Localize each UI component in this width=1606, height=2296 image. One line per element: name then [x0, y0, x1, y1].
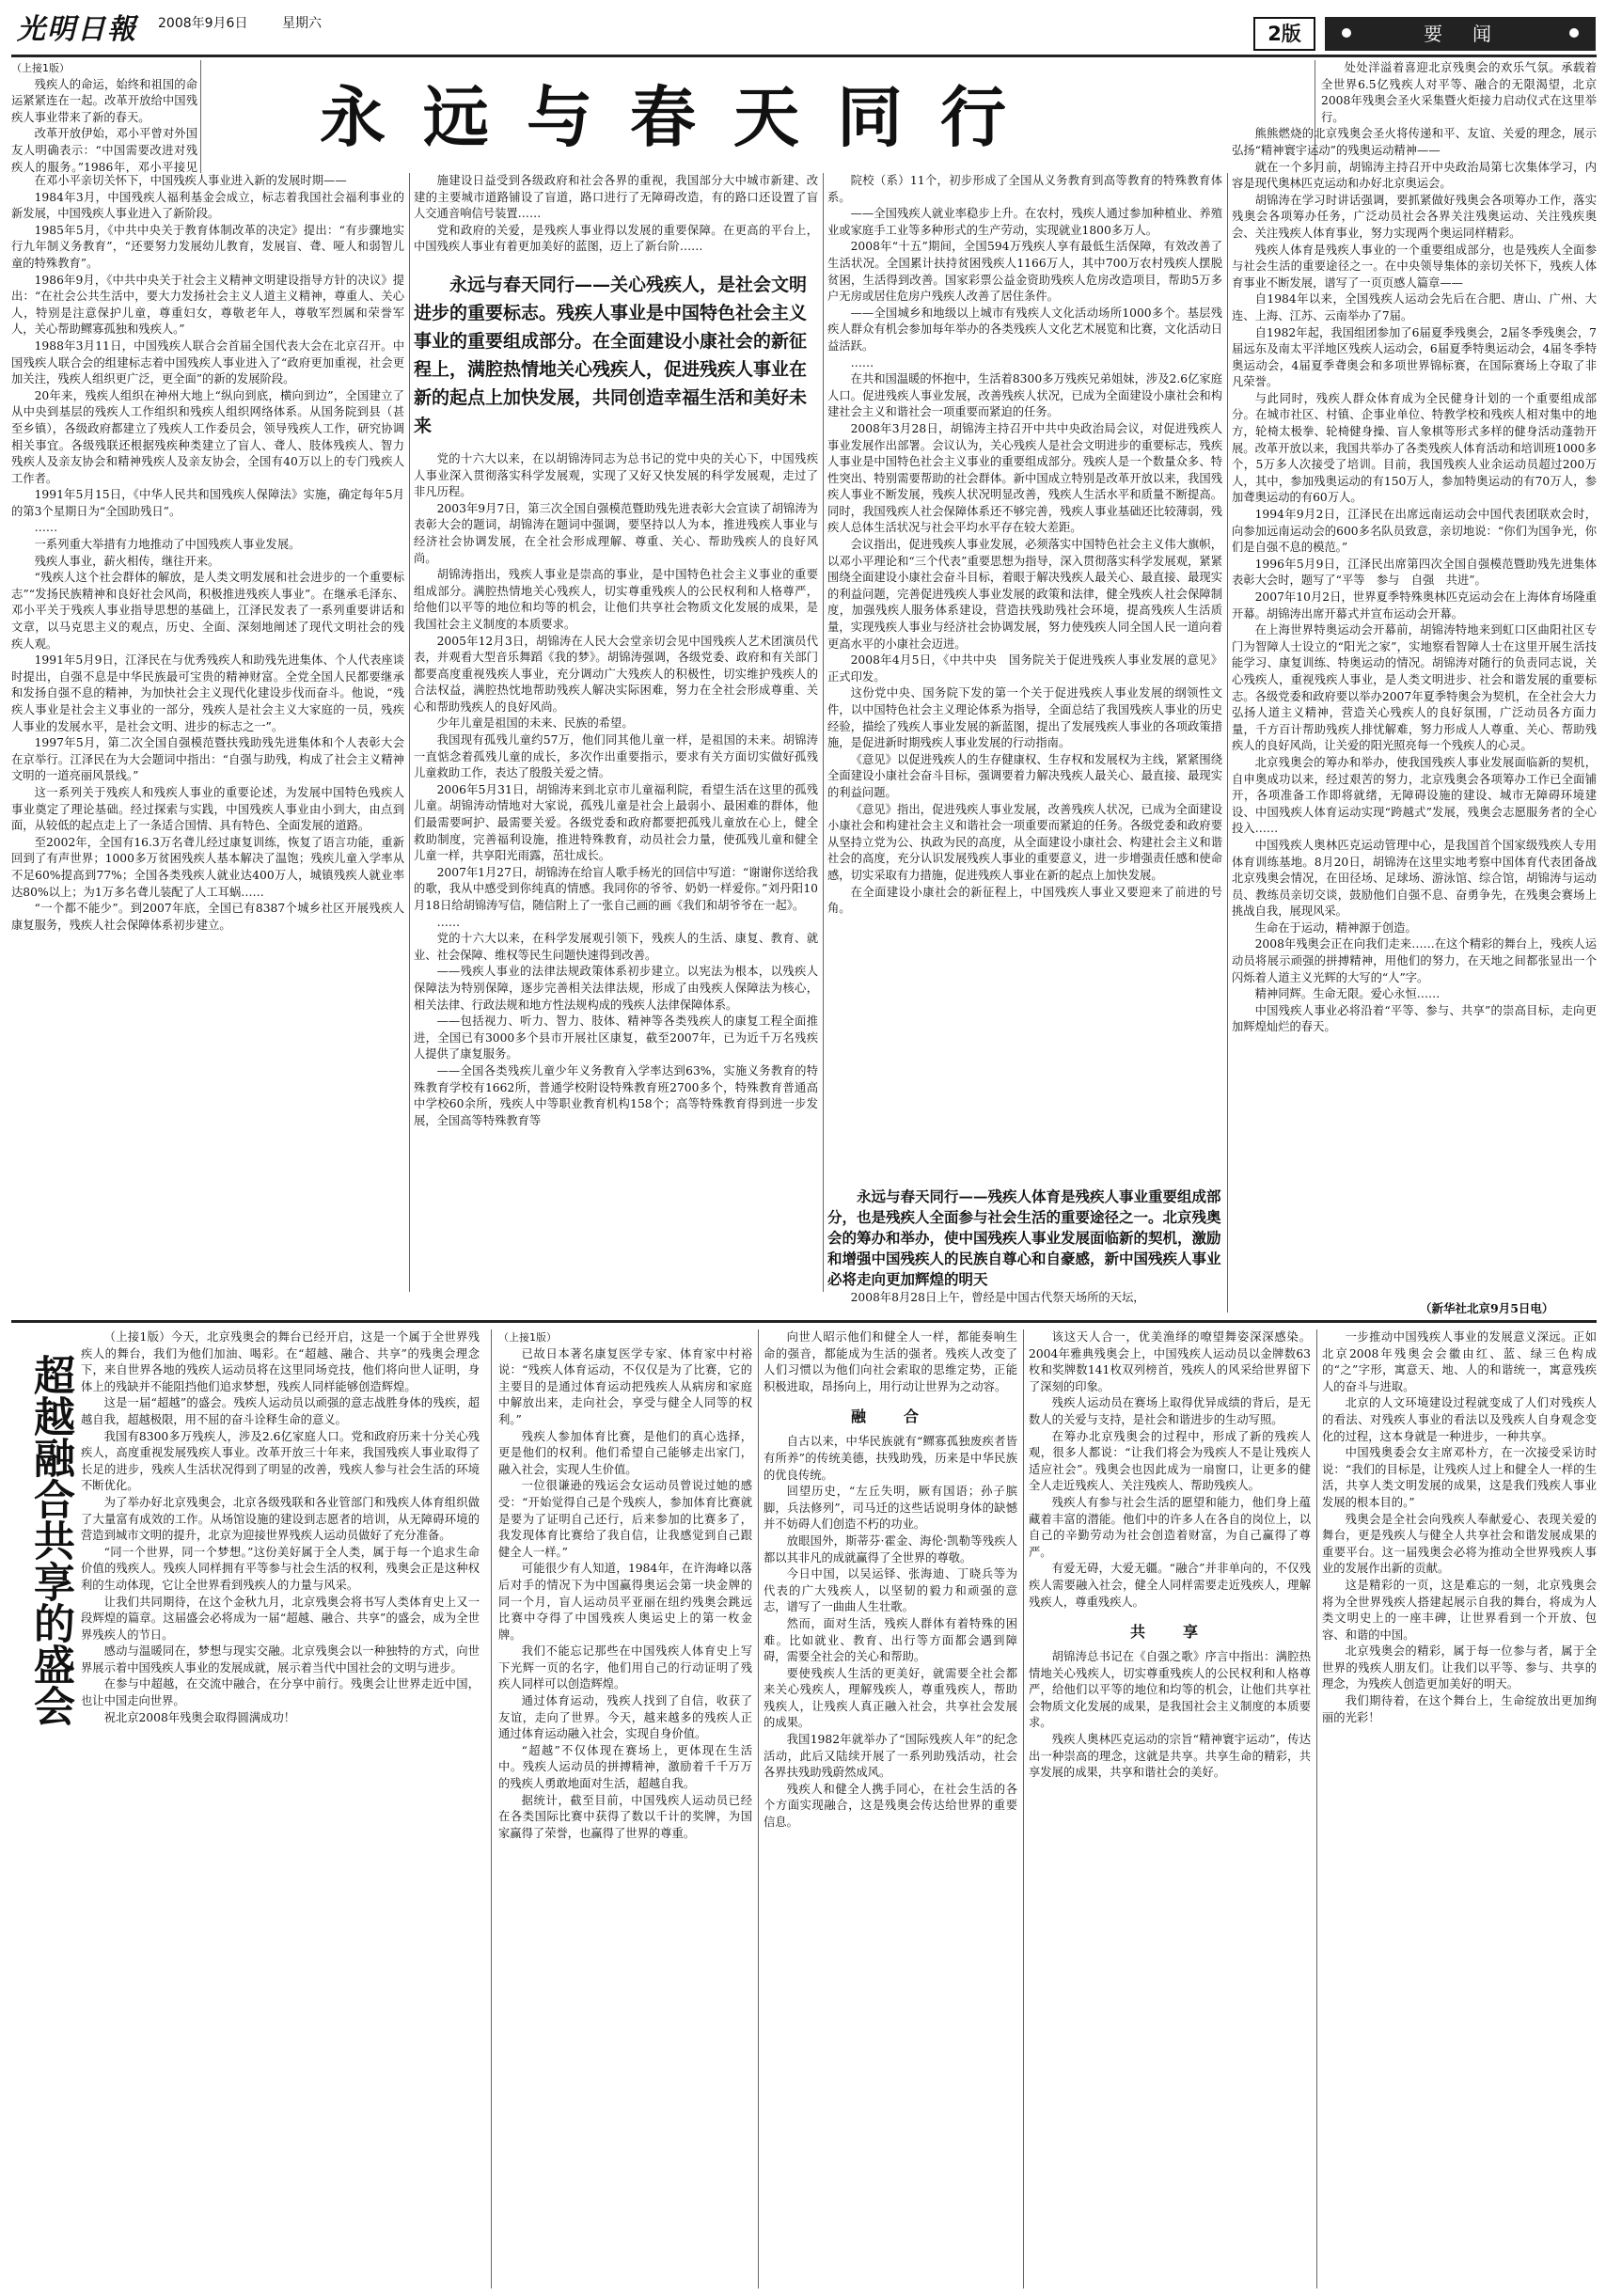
article-separator: [11, 1320, 1597, 1323]
paragraph: 在上海世界特奥运动会开幕前，胡锦涛特地来到虹口区曲阳社区专门为智障人士设立的“阳光之家”，实地察看智障人士在这里开展生活技能学习、康复训练、特奥运动的情况。胡锦涛对随行的负责同志说，关心残疾人，重视残疾人事业，是人类文明进步、社会和谐发展的重要标志。各级党委和政府要以举办2007年夏季特奥会为契机，在全社会大力弘扬人道主义精神，营造关心残疾人的良好氛围，广泛动员各方面力量，千方百计帮助残疾人排忧解难，努力形成人人尊重、关心、帮助残疾人的良好风尚，让关爱的阳光照亮每一个残疾人的心灵。: [1232, 623, 1597, 753]
paragraph: 改革开放伊始，邓小平曾对外国友人明确表示：“中国需要改进对残疾人的服务。”1986年，邓小平接见: [11, 127, 197, 173]
paragraph: ……: [436, 915, 461, 929]
article-column: [498, 1329, 752, 2288]
paragraph: 残疾人体育是残疾人事业的一个重要组成部分，也是残疾人全面参与社会生活的重要途径之一。在中央领导集体的亲切关怀下，残疾人体育事业不断发展，谱写了一页页感人篇章——: [1232, 243, 1597, 290]
paragraph: 自古以来，中华民族就有“鳏寡孤独废疾者皆有所养”的传统美德，扶残助残，历来是中华民族的优良传统。: [764, 1435, 1017, 1482]
paragraph: 1986年9月，《中共中央关于社会主义精神文明建设指导方针的决议》提出：“在社会公共生活中，要大力发扬社会主义人道主义精神，尊重人、关心人，特别是注意保护儿童，尊重妇女，尊敬老年人，尊敬军烈属和荣誉军人，关心帮助鳏寡孤独和残疾人。”: [11, 273, 404, 337]
col-divider: [758, 1329, 759, 2288]
paragraph: 1991年5月15日，《中华人民共和国残疾人保障法》实施，确定每年5月的第3个星期日为“全国助残日”。: [11, 488, 404, 518]
issue-date: 2008年9月6日: [158, 16, 248, 31]
paragraph: 1991年5月9日，江泽民在与优秀残疾人和助残先进集体、个人代表座谈时提出，自强不息是中华民族最可宝贵的精神财富。全党全国人民都要继承和发扬自强不息的精神，为加快社会主义现代化建设步伐而奋斗。他说，“残疾人事业是社会主义事业的一部分，残疾人是社会主义大家庭的一员，残疾人事业的发展水平，是社会文明、进步的标志之一”。: [11, 653, 404, 733]
paragraph: 中国残奥委会女主席邓朴方，在一次接受采访时说：“我们的目标是，让残疾人过上和健全人一样的生活，共享人类文明发展的成果，这是我们残疾人事业发展的根本目的。”: [1322, 1446, 1597, 1509]
paragraph: 回望历史，“左丘失明，厥有国语；孙子膑脚，兵法修列”，司马迁的这些话说明身体的缺憾并不妨碍人们创造不朽的功业。: [764, 1485, 1017, 1532]
article-title: 永远与春天同行: [320, 78, 1044, 156]
paragraph: 让我们共同期待，在这个金秋九月，北京残奥会将书写人类体育史上又一段辉煌的篇章。这届盛会必将成为一届“超越、融合、共享”的盛会，成为全世界残疾人的节日。: [81, 1595, 480, 1642]
col-divider: [823, 173, 824, 1292]
paragraph: 2007年1月27日，胡锦涛在给盲人歌手杨光的回信中写道：“谢谢你送给我的歌，我从中感受到你纯真的情感。我同你的爷爷、奶奶一样爱你。”刘丹阳10月18日给胡锦涛写信，随信附上了一张自己画的画《我们和胡爷爷在一起》。: [414, 865, 818, 912]
paragraph: 在参与中超越，在交流中融合，在分享中前行。残奥会让世界走近中国，也让中国走向世界。: [81, 1677, 480, 1708]
section-label: 要 闻: [1424, 23, 1497, 45]
masthead: [0, 0, 1606, 53]
paragraph: 残疾人奥林匹克运动的宗旨“精神寰宇运动”，传达出一种崇高的理念，这就是共享。共享生命的精彩，共享发展的成果，共享和谐社会的美好。: [1029, 1733, 1311, 1780]
col-divider: [1316, 1329, 1317, 2288]
paragraph: 会议指出，促进残疾人事业发展，必须落实中国特色社会主义伟大旗帜，以邓小平理论和“三个代表”重要思想为指导，深入贯彻落实科学发展观，紧紧围绕全面建设小康社会奋斗目标，着眼于解决残疾人最关心、最直接、最现实的利益问题，完善促进残疾人事业发展的政策和法律，健全残疾人社会保障制度，加强残疾人服务体系建设，营造扶残助残社会环境，提高残疾人生活质量，实现残疾人事业与经济社会协调发展，努力使残疾人同全国人民一道向着更高水平的小康社会迈进。: [827, 538, 1222, 651]
article-title-text: 超越融合共享的盛会: [26, 1354, 74, 1726]
paragraph: 处处洋溢着喜迎北京残奥会的欢乐气氛。承载着全世界6.5亿残疾人对平等、融合的无限渴望，北京2008年残奥会圣火采集暨火炬接力启动仪式在这里举行。: [1321, 61, 1597, 124]
paragraph: 2003年9月7日，第三次全国自强模范暨助残先进表彰大会宣读了胡锦涛为表彰大会的题词，胡锦涛在题词中强调，要坚持以人为本，推进残疾人事业与经济社会协调发展，在全社会形成理解、尊重、关心、帮助残疾人的良好风尚。: [414, 501, 818, 565]
paragraph: 党和政府的关爱，是残疾人事业得以发展的重要保障。在更高的平台上，中国残疾人事业有着更加美好的蓝图，迈上了新台阶……: [414, 223, 818, 254]
lead-box: [827, 1187, 1222, 1290]
paragraph: “残疾人这个社会群体的解放，是人类文明发展和社会进步的一个重要标志”“发扬民族精神和良好社会风尚，积极推进残疾人事业”。在继承毛泽东、邓小平关于残疾人事业指导思想的基础上，江泽民发表了一系列重要讲话和文章，以马克思主义的观点，历史、全面、深刻地阐述了现代文明社会的残疾人观。: [11, 571, 404, 651]
paragraph: 2008年残奥会正在向我们走来……在这个精彩的舞台上，残疾人运动员将展示顽强的拼搏精神，用他们的努力，在天地之间都张显出一个闪烁着人道主义光辉的大写的“人”字。: [1232, 937, 1597, 984]
paragraph: 祝北京2008年残奥会取得圆满成功！: [103, 1710, 296, 1724]
paragraph: 残疾人运动员在赛场上取得优异成绩的背后，是无数人的关爱与支持，是社会和谐进步的生动写照。: [1029, 1396, 1311, 1426]
paragraph: ——包括视力、听力、智力、肢体、精神等各类残疾人的康复工程全面推进，全国已有3000多个县市开展社区康复，截至2007年，已为近千万名残疾人提供了康复服务。: [414, 1014, 818, 1062]
paragraph: 这是一届“超越”的盛会。残疾人运动员以顽强的意志战胜身体的残疾，超越自我，超越极限，用不屈的奋斗诠释生命的意义。: [81, 1396, 480, 1426]
paragraph: 中国残疾人事业必将沿着“平等、参与、共享”的崇高目标，走向更加辉煌灿烂的春天。: [1232, 1003, 1597, 1034]
paragraph: 1997年5月，第二次全国自强模范暨扶残助残先进集体和个人表彰大会在京举行。江泽民在为大会题词中指出：“自强与助残，构成了社会主义精神文明的一道亮丽风景线。”: [11, 736, 404, 783]
paragraph: 在邓小平亲切关怀下，中国残疾人事业进入新的发展时期——: [34, 174, 347, 187]
paragraph: ……: [34, 521, 58, 535]
paragraph: 放眼国外，斯蒂芬·霍金、海伦·凯勒等残疾人都以其非凡的成就赢得了全世界的尊敬。: [764, 1533, 1017, 1565]
paragraph: 这是精彩的一页，这是难忘的一刻，北京残奥会将为全世界残疾人搭建起展示自我的舞台，将成为人类文明史上的一座丰碑，让世界看到一个开放、包容、和谐的中国。: [1322, 1578, 1597, 1642]
paragraph: 这份党中央、国务院下发的第一个关于促进残疾人事业发展的纲领性文件，以中国特色社会主义理论体系为指导，全面总结了我国残疾人事业的历史经验，描绘了残疾人事业发展的新蓝图，提出了发展残疾人事业的各项政策措施，是促进新时期残疾人事业发展的行动指南。: [827, 686, 1222, 750]
paragraph: 胡锦涛在学习时讲话强调，要抓紧做好残奥会各项筹办工作，落实残奥会各项筹办任务，广泛动员社会各界关注残奥运动、关注残疾奥会、关注残疾人体育事业，努力实现两个奥运同样精彩。: [1232, 193, 1597, 240]
paragraph: 可能很少有人知道，1984年，在许海峰以落后对手的情况下为中国赢得奥运会第一块金牌的同一个月，盲人运动员平亚丽在纽约残奥会跳远比赛中夺得了中国残疾人奥运史上的第一枚金牌。: [498, 1562, 752, 1642]
lead-paragraph: 永远与春天同行——关心残疾人，是社会文明进步的重要标志。残疾人事业是中国特色社会主义事业的重要组成部分。在全面建设小康社会的新征程上，满腔热情地关心残疾人，促进残疾人事业在新的起点上加快发展，共同创造幸福生活和美好未来: [414, 274, 808, 436]
bullet-left-icon: [1342, 28, 1351, 38]
section-heading: 共 享: [1129, 1623, 1209, 1642]
paragraph: 就在一个多月前，胡锦涛主持召开中央政治局第七次集体学习，内容是现代奥林匹克运动和办好北京奥运会。: [1232, 160, 1597, 191]
continuation-mark: （上接1版）: [103, 1330, 171, 1344]
paragraph: 胡锦涛指出，残疾人事业是崇高的事业，是中国特色社会主义事业的重要组成部分。满腔热情地关心残疾人，切实尊重残疾人的公民权利和人格尊严，给他们以平等的地位和均等的机会，让他们共享社会物质文化发展的成果，是我国社会主义制度的本质要求。: [414, 568, 818, 631]
section-heading: 融 合: [850, 1407, 930, 1426]
col-divider: [1023, 1329, 1024, 2288]
paragraph: 2007年10月2日，世界夏季特殊奥林匹克运动会在上海体育场隆重开幕。胡锦涛出席开幕式并宣布运动会开幕。: [1232, 590, 1597, 621]
paragraph: 已故日本著名康复医学专家、体育家中村裕说：“残疾人体育运动，不仅仅是为了比赛，它的主要目的是通过体育运动把残疾人从病房和家庭中解放出来，走向社会，享受与健全人同等的权利。”: [498, 1346, 752, 1426]
paragraph: 残疾人事业，薪火相传，继往开来。: [34, 554, 220, 568]
paragraph: ——全国各类残疾儿童少年义务教育入学率达到63%，实施义务教育的特殊教育学校有1662所，普通学校附设特殊教育班2700多个，特殊教育普通高中学校60余所，残疾人中等职业教育机构158个；高等特殊教育得到进一步发展，全国高等特殊教育等: [414, 1063, 818, 1127]
masthead-rule: [11, 55, 1597, 57]
paragraph: 2008年“十五”期间，全国594万残疾人享有最低生活保障，有效改善了生活状况。全国累计扶持贫困残疾人1166万人，其中700万农村残疾人摆脱贫困，生活得到改善。国家彩票公益金资助残疾人危房改造项目，帮助5万多户无房或居住危房户残疾人改善了居住条件。: [827, 240, 1222, 304]
article-column: [414, 173, 818, 1292]
paragraph: 一位很谦逊的残运会女运动员曾说过她的感受：“开始觉得自己是个残疾人，参加体育比赛就是要为了证明自己还行，后来参加的比赛多了，我发现体育比赛给了我自信，让我感觉到自己跟健全人一样。”: [498, 1479, 752, 1559]
paragraph: 1994年9月2日，江泽民在出席远南运动会中国代表团联欢会时，向参加远南运动会的600多名队员致意，亲切地说：“你们为国争光，你们是自强不息的模范。”: [1232, 508, 1597, 555]
paragraph: 我国现有孤残儿童约57万，他们同其他儿童一样，是祖国的未来。胡锦涛一直惦念着孤残儿童的成长，多次作出重要指示，要求有关方面切实做好孤残儿童救助工作，表达了殷殷关爱之情。: [414, 733, 818, 780]
paragraph: 据统计，截至目前，中国残疾人运动员已经在各类国际比赛中获得了数以千计的奖牌，为国家赢得了荣誉，也赢得了世界的尊重。: [498, 1793, 752, 1840]
paragraph: 北京残奥会的筹办和举办，使我国残疾人事业发展面临新的契机，自申奥成功以来，经过艰苦的努力，北京残奥会各项筹办工作已全面铺开，各项准备工作即将就绪，无障碍设施的建设、城市无障碍环境建设、中国残疾人体育运动实现“跨越式”发展，残奥会志愿服务者的全心投入……: [1232, 755, 1597, 836]
paragraph: 党的十六大以来，在以胡锦涛同志为总书记的党中央的关心下，中国残疾人事业深入贯彻落实科学发展观，实现了又好又快发展的科学发展观，走过了非凡历程。: [414, 451, 818, 499]
paragraph: 中国残疾人奥林匹克运动管理中心，是我国首个国家级残疾人专用体育训练基地。8月20日，胡锦涛在这里实地考察中国体育代表团备战北京残奥会情况，在田径场、足球场、游泳馆、综合馆，胡锦涛与运动员、教练员亲切交谈，鼓励他们自强不息、奋勇争先，在残奥会赛场上挑战自我，展现风采。: [1232, 838, 1597, 919]
paragraph: [81, 1329, 480, 1395]
paragraph: 至2002年，全国有16.3万名聋儿经过康复训练，恢复了语言功能，重新回到了有声世界；1000多万贫困残疾人基本解决了温饱；残疾儿童入学率从不足60%提高到77%；全国各类残疾人就业达400万人，城镇残疾人就业率达80%以上；为1万多名聋儿装配了人工耳蜗……: [11, 835, 404, 899]
issue-weekday: 星期六: [282, 16, 322, 31]
paragraph: 然而，面对生活，残疾人群体有着特殊的困难。比如就业、教育、出行等方面都会遇到障碍，需要全社会的关心和帮助。: [764, 1616, 1017, 1664]
paragraph: 20年来，残疾人组织在神州大地上“纵向到底，横向到边”，全国建立了从中央到基层的残疾人工作组织和残疾人组织网络体系。从国务院到县（甚至乡镇），各级政府都建立了残疾人工作委员会，领导残疾人工作，研究协调相关事宜。各级残联还根据残疾种类建立了盲人、聋人、肢体残疾人、智力残疾人及亲友协会和精神残疾人及亲友协会，全国有40万以上的专门残疾人工作者。: [11, 388, 404, 485]
paragraph: 残疾人的命运，始终和祖国的命运紧紧连在一起。改革开放给中国残疾人事业带来了新的春天。: [11, 77, 197, 124]
paragraph: 1988年3月11日，中国残疾人联合会首届全国代表大会在北京召开。中国残疾人联合会的组建标志着中国残疾人事业进入了“政府更加重视，社会更加关注，残疾人组织更广泛，更全面”的新的发展阶段。: [11, 338, 404, 386]
paragraph: 生命在于运动，精神源于创造。: [1254, 920, 1417, 935]
paragraph: 在筹办北京残奥会的过程中，形成了新的残疾人观，很多人都说：“让我们将会为残疾人不是让残疾人适应社会”。残奥会也因此成为一扇窗口，让更多的健全人走近残疾人、关注残疾人、帮助残疾人。: [1029, 1429, 1311, 1493]
paragraph: 2005年12月3日，胡锦涛在人民大会堂亲切会见中国残疾人艺术团演员代表，并观看大型音乐舞蹈《我的梦》。胡锦涛强调，各级党委、政府和有关部门都要高度重视残疾人事业，充分调动广大残疾人的积极性，切实维护残疾人的合法权益，满腔热忱地帮助残疾人解决实际困难，努力在全社会形成尊重、关心和帮助残疾人的良好风尚。: [414, 634, 818, 714]
paragraph: 有爱无碍，大爱无疆。“融合”并非单向的，不仅残疾人需要融入社会，健全人同样需要走近残疾人，理解残疾人，尊重残疾人。: [1029, 1562, 1311, 1609]
paragraph: 通过体育运动，残疾人找到了自信，收获了友谊，走向了世界。今天，越来越多的残疾人正通过体育运动融入社会，实现自身价值。: [498, 1694, 752, 1741]
paragraph: 党的十六大以来，在科学发展观引领下，残疾人的生活、康复、教育、就业、社会保障、维权等民生问题快速得到改善。: [414, 932, 818, 962]
paragraph: 今日中国，以吴运铎、张海迪、丁晓兵等为代表的广大残疾人，以坚韧的毅力和顽强的意志，谱写了一曲曲人生壮歌。: [764, 1567, 1017, 1614]
col-divider: [491, 1329, 492, 2288]
paragraph: 《意见》指出，促进残疾人事业发展，改善残疾人状况，已成为全面建设小康社会和构建社会主义和谐社会一项重要而紧迫的任务。各级党委和政府要从坚持立党为公、执政为民的高度，从全面建设小康社会、构建社会主义和谐社会的高度，充分认识发展残疾人事业的重要意义，进一步增强责任感和使命感，切实采取有力措施，促进残疾人事业在新的起点上加快发展。: [827, 802, 1222, 882]
article-column: [11, 60, 197, 173]
article-column: [1232, 60, 1597, 1297]
article-credit: （新华社北京9月5日电）: [1420, 1301, 1554, 1315]
paragraph: 我国有8300多万残疾人，涉及2.6亿家庭人口。党和政府历来十分关心残疾人，高度重视发展残疾人事业。改革开放三十年来，我国残疾人事业取得了长足的进步，残疾人生活状况得到了明显的改善，残疾人参与社会生活的环境不断优化。: [81, 1429, 480, 1493]
paragraph: 2008年8月28日上午，曾经是中国古代祭天场所的天坛，: [850, 1291, 1145, 1304]
paragraph: “同一个世界，同一个梦想。”这份美好属于全人类，属于每一个追求生命价值的残疾人。残疾人同样拥有平等参与社会生活的权利，残奥会正是这种权利的生动体现，它让全世界看到残疾人的力量与风采。: [81, 1545, 480, 1592]
continuation-mark: （上接1版）: [11, 62, 70, 74]
article-column: [827, 1290, 1222, 1313]
paragraph: 熊熊燃烧的北京残奥会圣火将传递和平、友谊、关爱的理念，展示弘扬“精神寰宇运动”的残奥运动精神——: [1232, 127, 1597, 157]
paragraph: “超越”不仅体现在赛场上，更体现在生活中。残疾人运动员的拼搏精神，激励着千千万万的残疾人勇敢地面对生活，超越自我。: [498, 1743, 752, 1791]
section-box: [1325, 17, 1596, 51]
paragraph: ——全国残疾人就业率稳步上升。在农村，残疾人通过参加种植业、养殖业或家庭手工业等多种形式的生产劳动，实现就业1800多万人。: [827, 207, 1222, 237]
bullet-right-icon: [1569, 28, 1579, 38]
article-title: [19, 1354, 75, 1918]
paragraph: 2006年5月31日，胡锦涛来到北京市儿童福利院，看望生活在这里的孤残儿童。胡锦涛动情地对大家说，孤残儿童是社会上最弱小、最困难的群体，他们最需要呵护、最需要关爱。各级党委和政府都要把孤残儿童放在心上，健全救助制度，完善福利设施，推进特殊教育，动员社会力量，使孤残儿童和健全儿童一样，共享阳光雨露，茁壮成长。: [414, 782, 818, 863]
article-column: [764, 1329, 1017, 2288]
article-column: [827, 173, 1222, 1292]
paragraph: 北京的人文环境建设过程就变成了人们对残疾人的看法、对残疾人事业的看法以及残疾人自身观念变化的过程，这本身就是一种进步，一种共享。: [1322, 1396, 1597, 1443]
paragraph: 2008年3月28日，胡锦涛主持召开中共中央政治局会议，对促进残疾人事业发展作出部署。会议认为，关心残疾人是社会文明进步的重要标志，残疾人事业是中国特色社会主义事业的重要组成部分。残疾人是一个数量众多、特性突出、特别需要帮助的社会群体。新中国成立特别是改革开放以来，我国残疾人事业不断发展，残疾人状况明显改善，残疾人生活水平和质量不断提高。同时，我国残疾人社会保障体系还不够完善，残疾人事业基础还比较薄弱，残疾人总体生活状况与社会平均水平存在较大差距。: [827, 421, 1222, 535]
paragraph: ——残疾人事业的法律法规政策体系初步建立。以宪法为根本，以残疾人保障法为特别保障，逐步完善相关法律法规，形成了由残疾人保障法为核心，相关法律、行政法规和地方性法规构成的残疾人法律保障体系。: [414, 965, 818, 1012]
paragraph: 残疾人参加体育比赛，是他们的真心选择，更是他们的权利。他们希望自己能够走出家门，融入社会，实现人生价值。: [498, 1429, 752, 1476]
article-column: [1029, 1329, 1311, 2288]
paragraph: ——全国城乡和地级以上城市有残疾人文化活动场所1000多个。基层残疾人群众有机会参加每年举办的各类残疾人文化艺术展览和比赛，文化活动日益活跃。: [827, 306, 1222, 353]
col-divider: [1227, 173, 1228, 1313]
paragraph: 残疾人有参与社会生活的愿望和能力，他们身上蕴藏着丰富的潜能。他们中的许多人在各自的岗位上，以自己的辛勤劳动为社会创造着财富，为自己赢得了尊严。: [1029, 1495, 1311, 1559]
paragraph: 残奥会是全社会向残疾人奉献爱心、表现关爱的舞台，更是残疾人与健全人共享社会和谐发展成果的重要平台。这一届残奥会必将为推动全世界残疾人事业的发展作出新的贡献。: [1322, 1512, 1597, 1576]
paragraph: 1985年5月，《中共中央关于教育体制改革的决定》提出：“有步骤地实行九年制义务教育”，“还要努力发展幼儿教育，发展盲、聋、哑人和弱智儿童的特殊教育”。: [11, 223, 404, 270]
paragraph: 我们不能忘记那些在中国残疾人体育史上写下光辉一页的名字，他们用自己的行动证明了残疾人同样可以创造辉煌。: [498, 1644, 752, 1691]
paragraph: 院校（系）11个，初步形成了全国从义务教育到高等教育的特殊教育体系。: [827, 174, 1222, 204]
paragraph: 在全面建设小康社会的新征程上，中国残疾人事业又要迎来了前进的号角。: [827, 885, 1222, 916]
paragraph: 该这天人合一，优美渔绎的嘹望舞姿深深感染。2004年雅典残奥会上，中国残疾人运动员以金牌数63枚和奖牌数141枚双列榜首，残疾人的风采给世界留下了深刻的印象。: [1029, 1330, 1311, 1393]
paragraph-text: 今天，北京残奥会的舞台已经开启，这是一个属于全世界残疾人的舞台，我们为他们加油、喝彩。在“超越、融合、共享”的残奥会理念下，来自世界各地的残疾人运动员将在这里同场竞技，他们将向世人证明，身体上的残缺并不能阻挡他们追求梦想，残疾人同样能够创造辉煌。: [81, 1330, 480, 1393]
paragraph: 自1982年起，我国组团参加了6届夏季残奥会，2届冬季残奥会，7届远东及南太平洋地区残疾人运动会，6届夏季特奥运动会，4届冬季特奥运动会，4届夏季聋奥会和多项世界锦标赛，在国际赛场上夺取了非凡荣誉。: [1232, 325, 1597, 389]
paragraph: 《意见》以促进残疾人的生存健康权、生存权和发展权为主线，紧紧围绕全面建设小康社会奋斗目标，强调要着力解决残疾人最关心、最直接、最现实的利益问题。: [827, 752, 1222, 799]
article-column: [11, 173, 404, 1292]
lead-paragraph: 永远与春天同行——残疾人体育是残疾人事业重要组成部分，也是残疾人全面参与社会生活的重要途径之一。北京残奥会的筹办和举办，使中国残疾人事业发展面临新的契机，激励和增强中国残疾人的民族自尊心和自豪感，新中国残疾人事业必将走向更加辉煌的明天: [827, 1187, 1221, 1288]
paragraph: 这一系列关于残疾人和残疾人事业的重要论述，为发展中国特色残疾人事业奠定了理论基础。经过探索与实践，中国残疾人事业由小到大，由点到面，从较低的起点走上了一条适合国情、具有特色、全面发展的道路。: [11, 785, 404, 833]
paragraph: 在共和国温暖的怀抱中，生活着8300多万残疾兄弟姐妹，涉及2.6亿家庭人口。促进残疾人事业发展，改善残疾人状况，已成为全面建设小康社会和构建社会主义和谐社会一项重要而紧迫的任务。: [827, 372, 1222, 419]
paragraph: 胡锦涛总书记在《自强之歌》序言中指出：满腔热情地关心残疾人，切实尊重残疾人的公民权利和人格尊严，给他们以平等的地位和均等的机会，让他们共享社会物质文化发展的成果，是我国社会主义制度的本质要求。: [1029, 1650, 1311, 1730]
paragraph: 要使残疾人生活的更美好，就需要全社会都来关心残疾人，理解残疾人，尊重残疾人，帮助残疾人，让残疾人真正融入社会，共享社会发展的成果。: [764, 1666, 1017, 1730]
continuation-mark: （上接1版）: [498, 1331, 557, 1344]
paragraph: 我国1982年就举办了“国际残疾人年”的纪念活动，此后又陆续开展了一系列助残活动，社会各界扶残助残蔚然成风。: [764, 1733, 1017, 1780]
paragraph: 施建设日益受到各级政府和社会各界的重视，我国部分大中城市新建、改建的主要城市道路铺设了盲道，路口进行了无障碍改造，有的路口还设置了盲人交通音响信号装置……: [414, 174, 818, 221]
paragraph: 我们期待着，在这个舞台上，生命绽放出更加绚丽的光彩！: [1322, 1694, 1597, 1724]
paragraph: 一系列重大举措有力地推动了中国残疾人事业发展。: [34, 538, 301, 552]
article-column: [81, 1329, 480, 2288]
paragraph: 向世人昭示他们和健全人一样，都能奏响生命的强音，都能成为生活的强者。残疾人改变了人们习惯以为他们向社会索取的思维定势，正能积极进取，昂扬向上，用行动让世界为之动容。: [764, 1330, 1017, 1393]
paragraph: 少年儿童是祖国的未来、民族的希望。: [436, 716, 634, 731]
page-number: 2版: [1267, 23, 1301, 45]
paragraph: 与此同时，残疾人群众体育成为全民健身计划的一个重要组成部分。在城市社区、村镇、企事业单位、特教学校和残疾人相对集中的地方，轮椅太极拳、轮椅健身操、盲人象棋等形式多样的健身活动蓬勃开展。改革开放以来，我国共举办了各类残疾人体育活动和培训班1000多个，5万多人次接受了培训。目前，我国残疾人业余运动员超过200万人，其中，参加残奥运动的有150万人，参加特奥运动的有70万人，参加聋奥运动的有60万人。: [1232, 391, 1597, 505]
paragraph: 2008年4月5日，《中共中央 国务院关于促进残疾人事业发展的意见》正式印发。: [827, 653, 1222, 684]
col-divider: [409, 173, 410, 1292]
page-number-box: [1253, 17, 1315, 51]
paragraph: 一步推动中国残疾人事业的发展意义深远。正如北京2008年残奥会会徽由红、蓝、绿三色构成的“之”字形，寓意天、地、人的和谐统一，寓意残疾人的奋斗与进取。: [1322, 1330, 1597, 1393]
paragraph: 自1984年以来，全国残疾人运动会先后在合肥、唐山、广州、大连、上海、江苏、云南举办了7届。: [1232, 292, 1597, 322]
paragraph: 精神同辉。生命无限。爱心永恒……: [1254, 987, 1441, 1001]
paragraph: “一个都不能少”。到2007年底，全国已有8387个城乡社区开展残疾人康复服务，残疾人社会保障体系初步建立。: [11, 902, 404, 932]
paragraph: 1996年5月9日，江泽民出席第四次全国自强模范暨助残先进集体表彰大会时，题写了“平等 参与 自强 共进”。: [1232, 557, 1597, 588]
paragraph: 为了举办好北京残奥会，北京各级残联和各业管部门和残疾人体育组织做了大量富有成效的工作。从场馆设施的建设到志愿者的培训，从无障碍环境的营造到城市文明的提升，北京为迎接世界残疾人运动员做好了充分准备。: [81, 1495, 480, 1543]
paragraph: 北京残奥会的精彩，属于每一位参与者，属于全世界的残疾人朋友们。让我们以平等、参与、共享的理念，为残疾人创造更加美好的明天。: [1322, 1644, 1597, 1691]
paragraph: 感动与温暖同在，梦想与现实交融。北京残奥会以一种独特的方式，向世界展示着中国残疾人事业的发展成就，展示着当代中国社会的文明与进步。: [81, 1644, 480, 1675]
col-divider: [200, 60, 201, 173]
paragraph: ……: [850, 355, 874, 370]
article-column: [1322, 1329, 1597, 2288]
newspaper-logo: 光明日報: [17, 13, 137, 46]
lead-box: [414, 271, 818, 440]
paragraph: 残疾人和健全人携手同心，在社会生活的各个方面实现融合，这是残奥会传达给世界的重要信息。: [764, 1782, 1017, 1830]
paragraph: 1984年3月，中国残疾人福利基金会成立，标志着我国社会福利事业的新发展，中国残疾人事业进入了新阶段。: [11, 190, 404, 221]
